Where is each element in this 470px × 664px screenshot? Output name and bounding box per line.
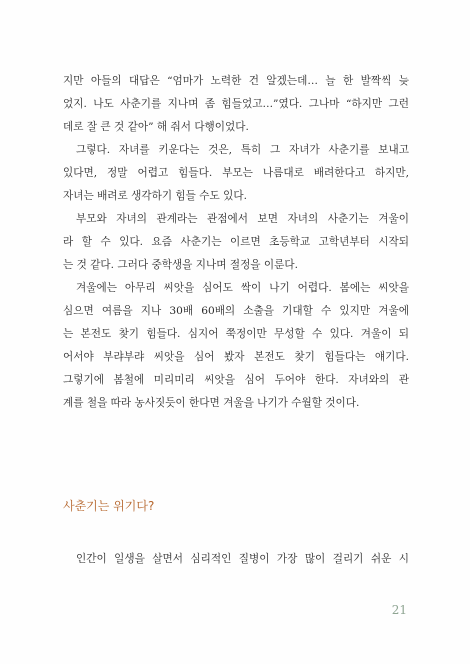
text-line: 겨울에는 아무리 씨앗을 심어도 싹이 나기 어렵다. 봄에는 씨앗을 [76,282,409,294]
section-heading: 사춘기는 위기다? [63,499,155,513]
text-line: 부모와 자녀의 관계라는 관점에서 보면 자녀의 사춘기는 겨울이 [76,213,409,225]
text-line: 심으면 여름을 지나 30배 60배의 소출을 기대할 수 있지만 겨울에 [63,305,409,317]
text-line: 라 할 수 있다. 요즘 사춘기는 이르면 초등학교 고학년부터 시작되 [63,236,409,248]
text-line: 는 것 같다. 그러다 중학생을 지나며 절정을 이룬다. [63,259,298,271]
text-line: 있다면, 정말 어렵고 힘들다. 부모는 나름대로 배려한다고 하지만, [63,167,409,179]
text-line: 그렇기에 봄철에 미리미리 씨앗을 심어 두어야 한다. 자녀와의 관 [63,374,409,386]
text-line: 자녀는 배려로 생각하기 힘들 수도 있다. [63,190,247,202]
text-line: 지만 아들의 대답은 “엄마가 노력한 건 알겠는데… 늘 한 발짝씩 늦 [63,75,409,87]
text-line: 그렇다. 자녀를 키운다는 것은, 특히 그 자녀가 사춘기를 보내고 [76,144,409,156]
text-line: 데로 잘 큰 것 같아” 해 줘서 다행이었다. [63,121,249,133]
page-number: 21 [391,603,407,617]
text-line: 는 본전도 찾기 힘들다. 심지어 쭉정이만 무성할 수 있다. 겨울이 되 [63,328,409,340]
text-line: 계를 철을 따라 농사짓듯이 한다면 겨울을 나기가 수월할 것이다. [63,397,360,409]
text-line: 인간이 일생을 살면서 심리적인 질병이 가장 많이 걸리기 쉬운 시 [76,553,409,565]
text-line: 었지. 나도 사춘기를 지나며 좀 힘들었고…”였다. 그나마 “하지만 그런 [63,98,409,110]
text-line: 어서야 부랴부랴 씨앗을 심어 봤자 본전도 찾기 힘들다는 얘기다. [63,351,409,363]
